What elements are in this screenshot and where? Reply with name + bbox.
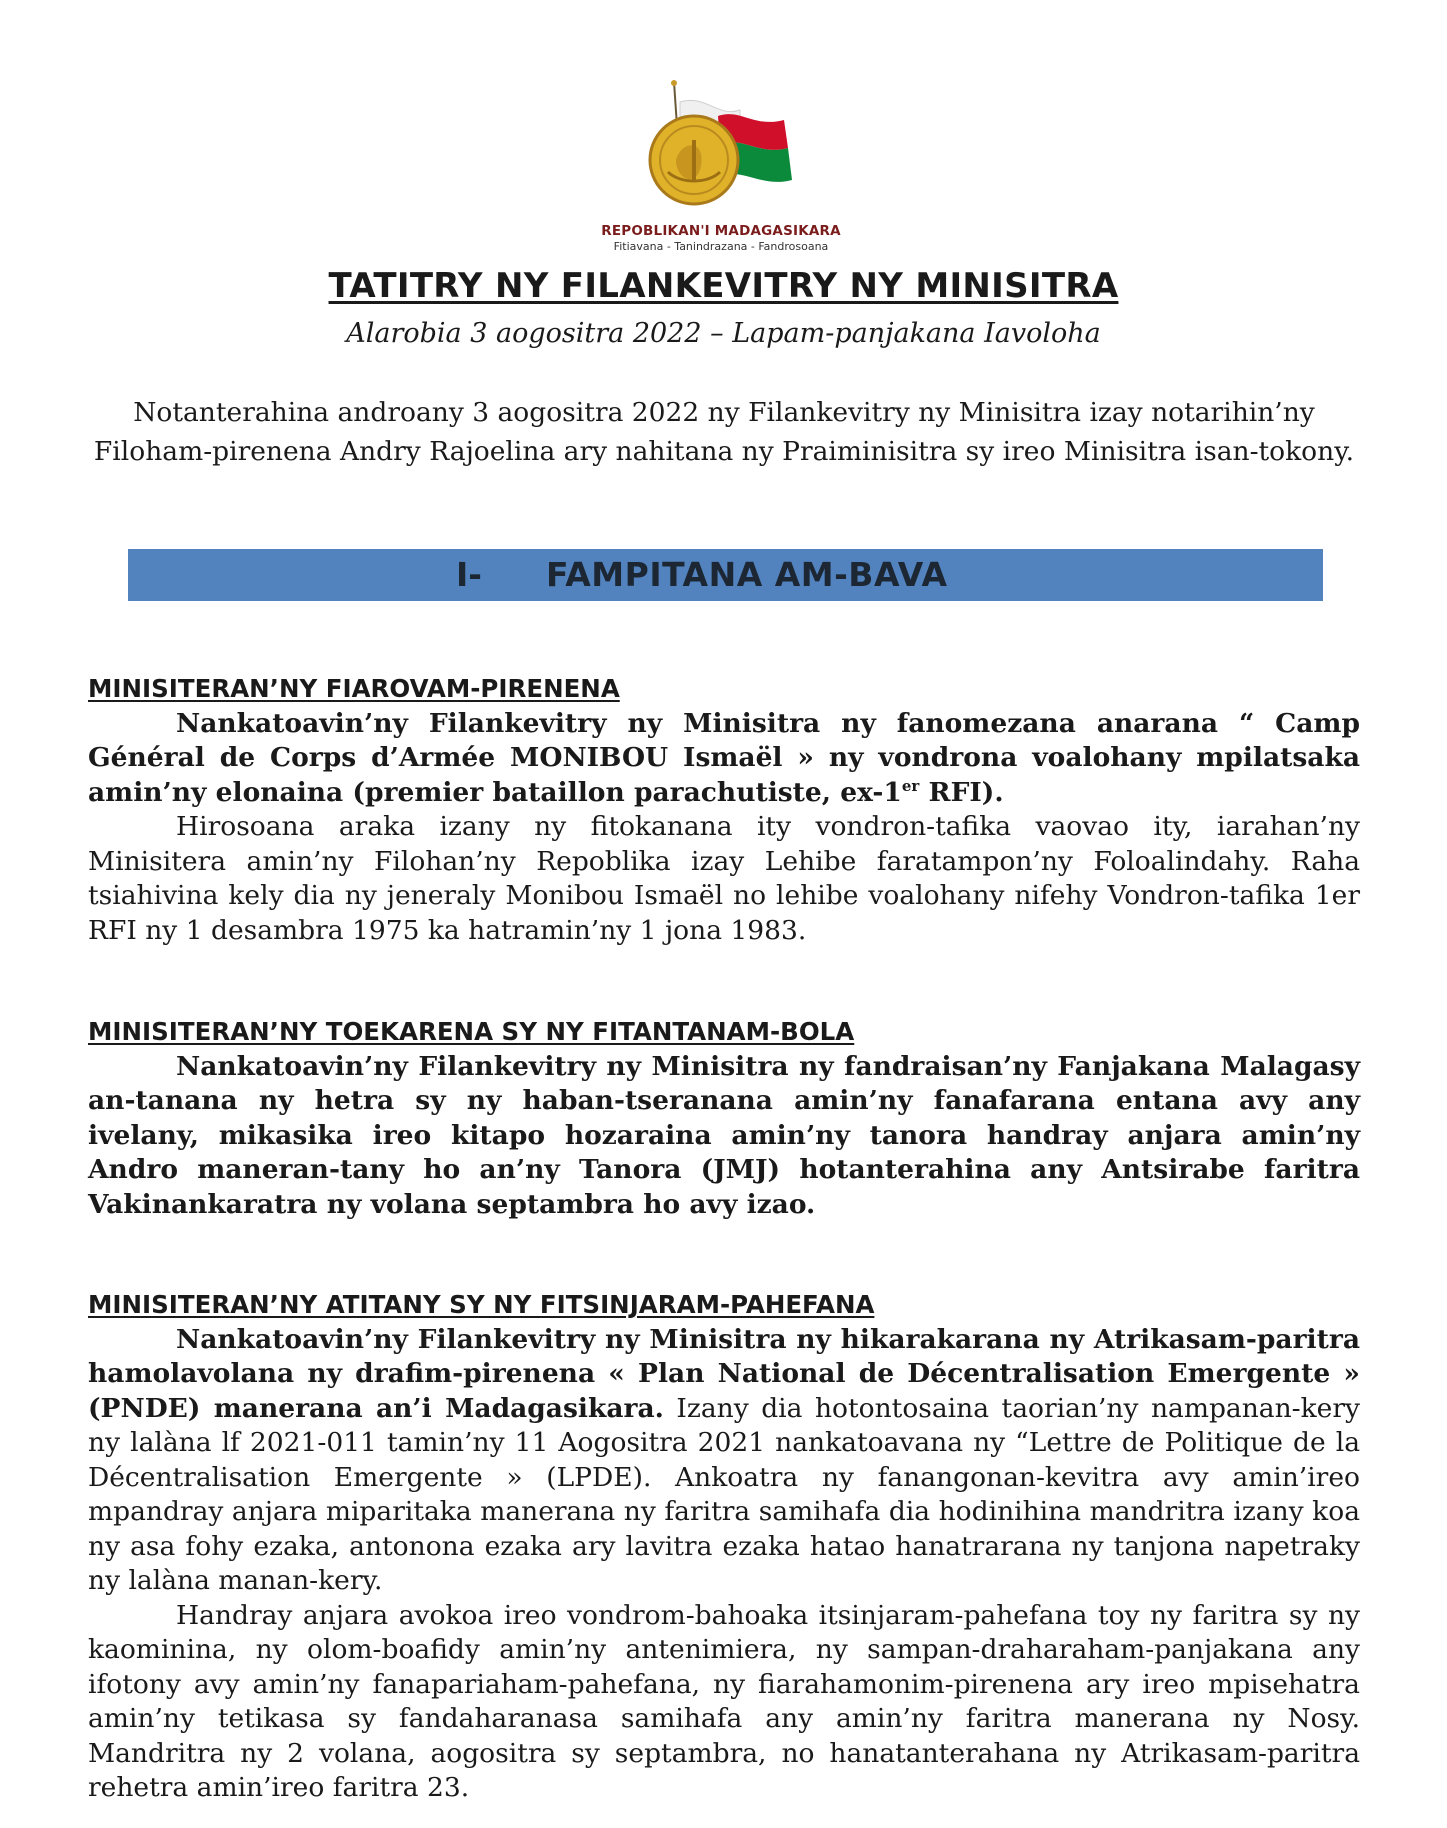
national-seal-and-flag-icon (636, 80, 806, 220)
section-heading: MINISITERAN’NY TOEKARENA SY NY FITANTANAM-BOLA (88, 1017, 855, 1046)
banner-label: FAMPITANA AM-BAVA (546, 555, 948, 594)
body-text: Izany dia hotontosaina taorian’ny nampanan-kery ny lalàna lf 2021-011 tamin’ny 11 Aogositra 2021 nankatoavana ny “Lettre de Politique de la Décentralisation Emergente » (LPDE). Ankoatra ny fanangonan-kevitra avy amin’ireo mpandray anjara miparitaka manerana ny faritra samihafa dia hodinihina mandritra izany koa ny asa fohy ezaka, antonona ezaka ary lavitra ezaka hatao hanatrarana ny tanjona napetraky ny lalàna manan-kery. (88, 1392, 1360, 1596)
decision-text: Nankatoavin’ny Filankevitry ny Minisitra ny hikarakarana ny Atrikasam-paritra hamolavolana ny drafim-pirenena « Plan National de Décentralisation Emergente » (PNDE) manerana an’i Madagasikara. (88, 1323, 1360, 1424)
section-banner (128, 549, 1323, 601)
republic-name: REPOBLIKAN'I MADAGASIKARA (601, 223, 841, 239)
section-heading: MINISITERAN’NY ATITANY SY NY FITSINJARAM-PAHEFANA (88, 1290, 875, 1319)
section-heading: MINISITERAN’NY FIAROVAM-PIRENENA (88, 674, 620, 703)
decision-paragraph: Nankatoavin’ny Filankevitry ny Minisitra ny fandraisan’ny Fanjakana Malagasy an-tanana ny hetra sy ny haban-tseranana amin’ny fanafarana entana avy any ivelany, mikasika ireo kitapo hozaraina amin’ny tanora handray anjara amin’ny Andro maneran-tany ho an’ny Tanora (JMJ) hotanterahina any Antsirabe faritra Vakinankaratra ny volana septambra ho avy izao. (88, 1050, 1360, 1220)
decision-text: Nankatoavin’ny Filankevitry ny Minisitra ny fanomezana anarana “ Camp Général de Corps d’Armée MONIBOU Ismaël » ny vondrona voalohany mpilatsaka amin’ny elonaina (premier bataillon parachutiste, ex-1 (88, 707, 1360, 808)
decision-paragraph (88, 1323, 1360, 1599)
body-paragraph: Hirosoana araka izany ny fitokanana ity vondron-tafika vaovao ity, iarahan’ny Minisitera amin’ny Filohan’ny Repoblika izay Lehibe faratampon’ny Foloalindahy. Raha tsiahivina kely dia ny jeneraly Monibou Ismaël no lehibe voalohany nifehy Vondron-tafika 1er RFI ny 1 desambra 1975 ka hatramin’ny 1 jona 1983. (88, 811, 1360, 946)
document-title: TATITRY NY FILANKEVITRY NY MINISITRA (328, 266, 1119, 306)
section-economy (88, 1015, 1360, 1222)
decision-text-end: RFI). (919, 776, 1004, 808)
decision-paragraph (88, 707, 1360, 811)
section-defense (88, 672, 1360, 948)
document-subtitle: Alarobia 3 aogositra 2022 – Lapam-panjakana Iavoloha (346, 318, 1101, 349)
intro-paragraph: Notanterahina androany 3 aogositra 2022 ny Filankevitry ny Minisitra izay notarihin’ny Filoham-pirenena Andry Rajoelina ary nahitana ny Praiminisitra sy ireo Minisitra isan-tokony. (93, 397, 1355, 467)
superscript: er (901, 776, 920, 795)
republic-motto: Fitiavana - Tanindrazana - Fandrosoana (613, 240, 829, 253)
section-interior (88, 1288, 1360, 1806)
banner-number: I- (456, 555, 482, 594)
republic-logo (586, 80, 856, 255)
body-paragraph: Handray anjara avokoa ireo vondrom-bahoaka itsinjaram-pahefana toy ny faritra sy ny kaominina, ny olom-boafidy amin’ny antenimiera, ny sampan-draharaham-panjakana any ifotony avy amin’ny fanapariaham-pahefana, ny fiarahamonim-pirenena ary ireo mpisehatra amin’ny tetikasa sy fandaharanasa samihafa any amin’ny faritra manerana ny Nosy. Mandritra ny 2 volana, aogositra sy septambra, no hanatanterahana ny Atrikasam-paritra rehetra amin’ireo faritra 23. (88, 1599, 1360, 1803)
